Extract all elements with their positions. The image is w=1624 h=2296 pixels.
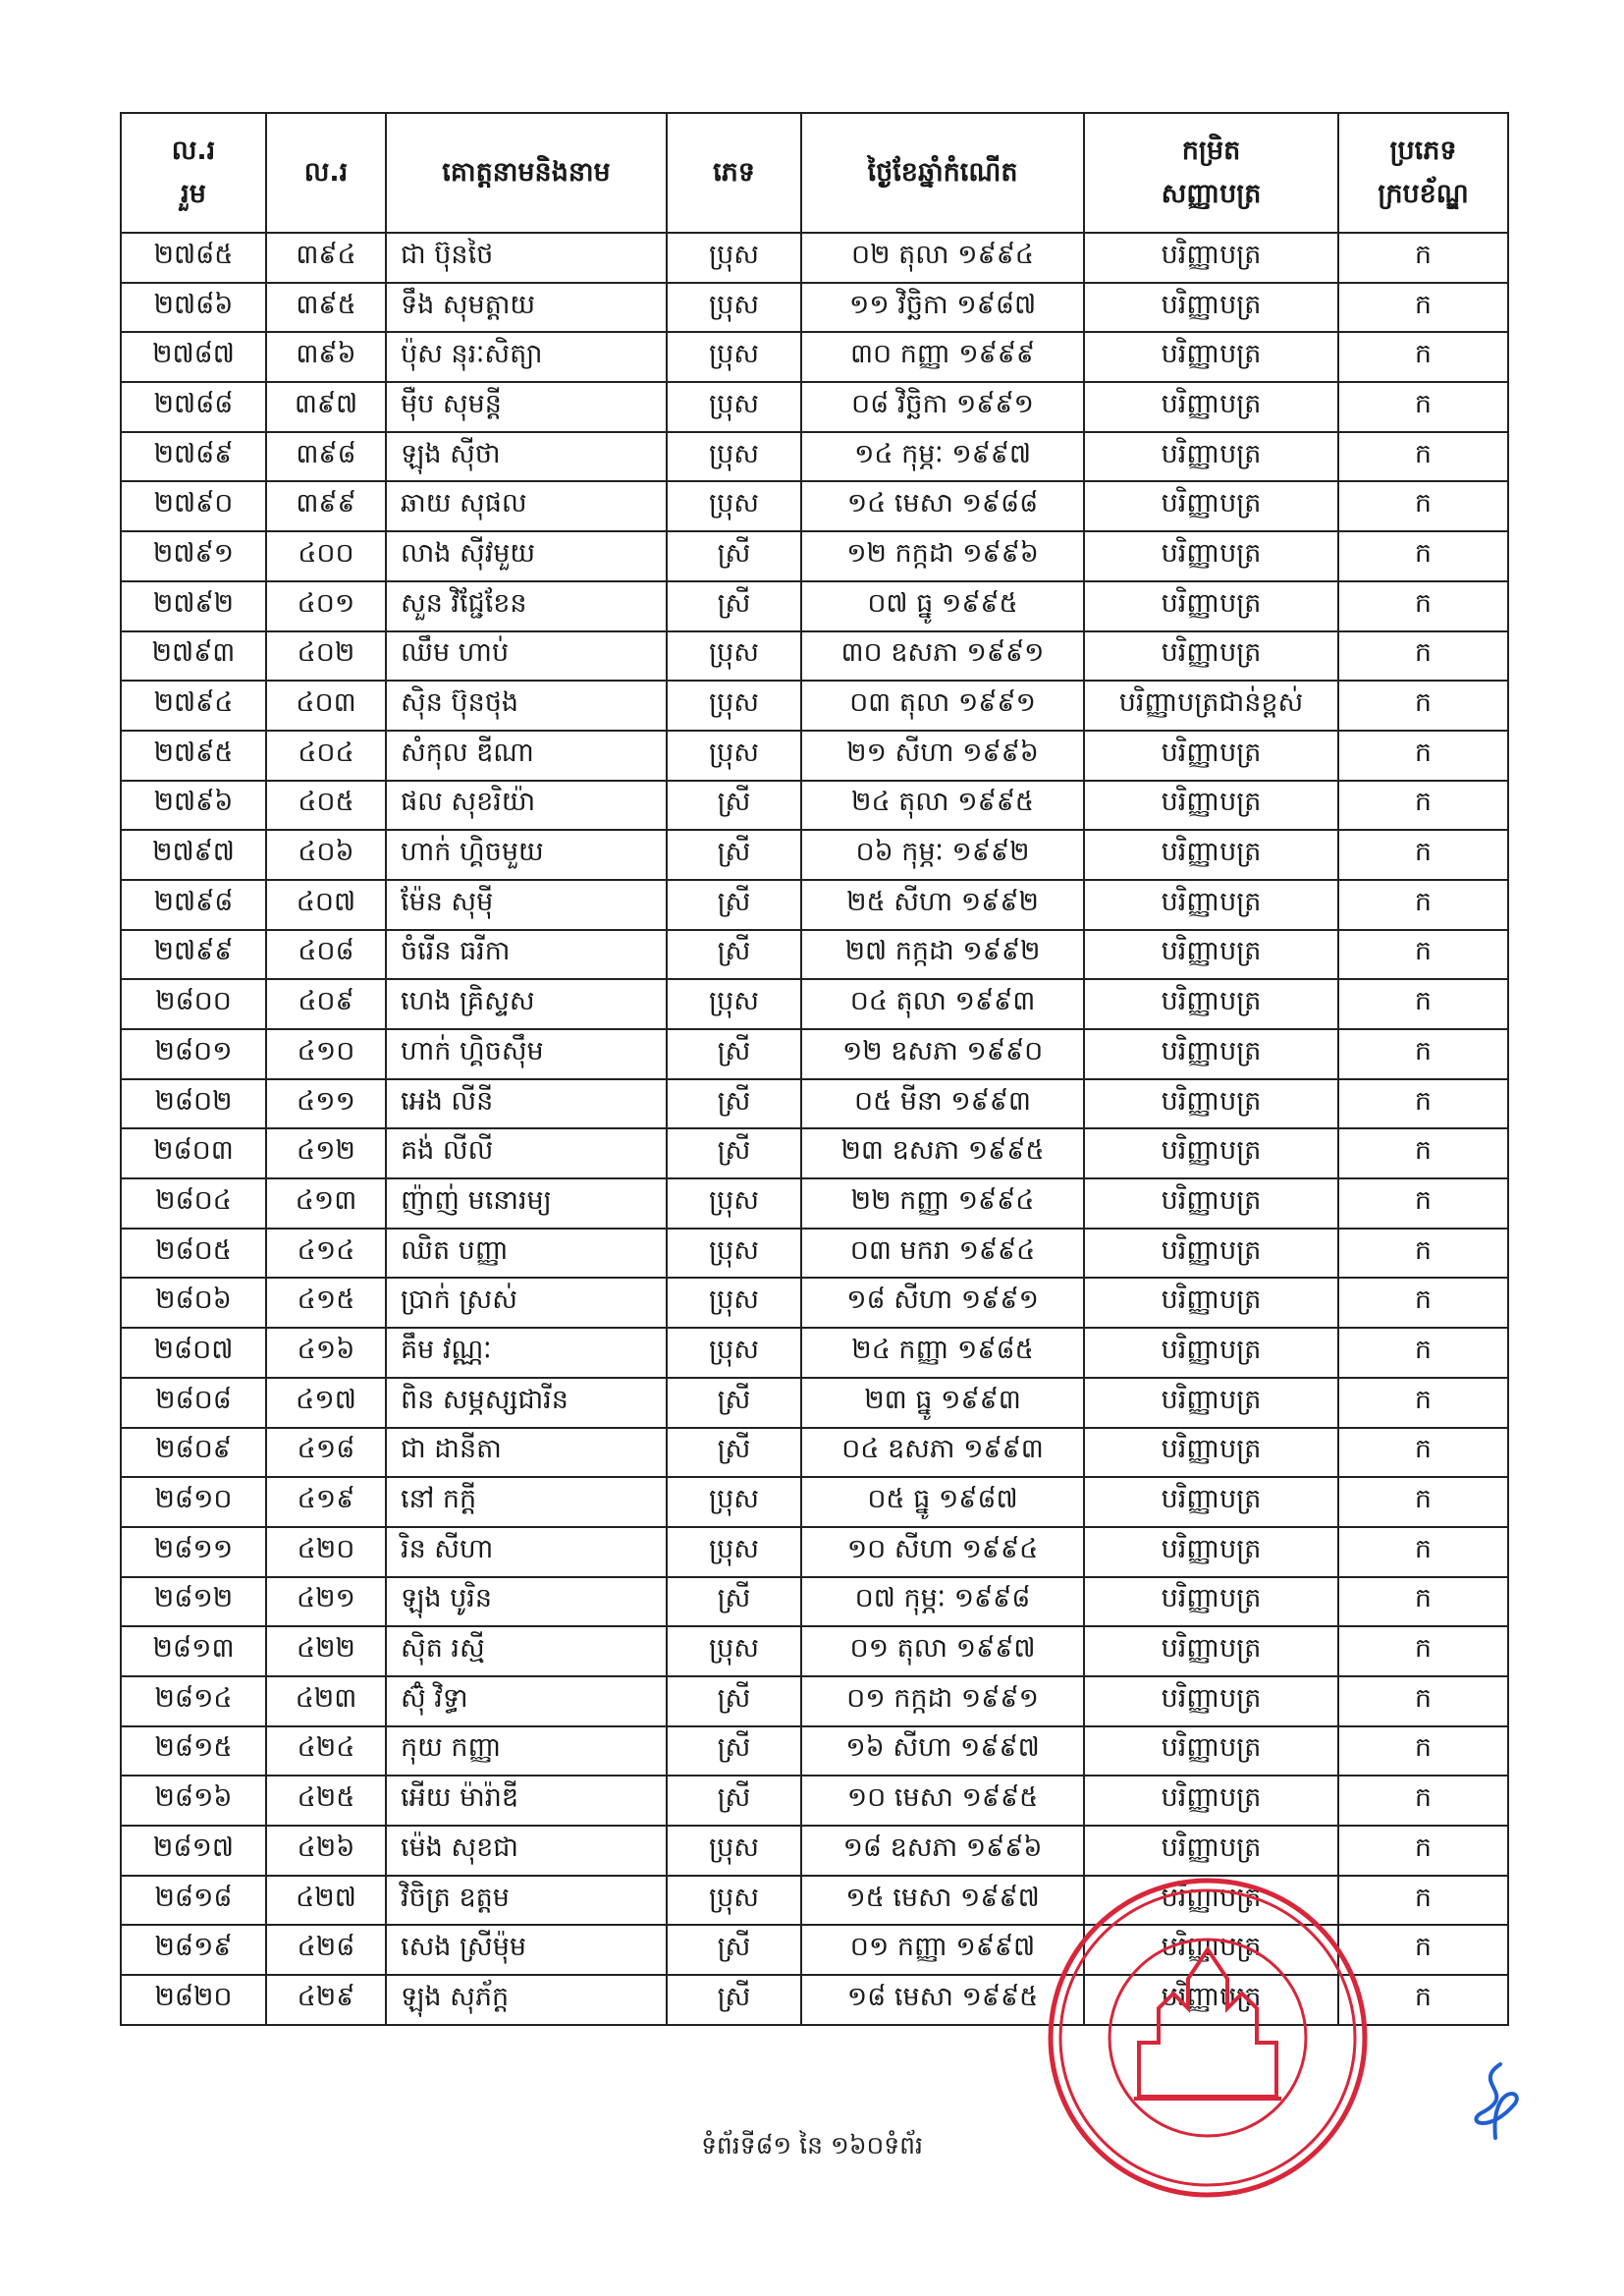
table-row [121,1527,1508,1577]
no-cell: ៤២៦ [266,1826,386,1876]
birthdate-cell: ០៥ មីនា ១៩៩៣ [801,1079,1084,1129]
no-cell: ៤០៣ [266,681,386,731]
total-no-cell: ២៨០៤ [121,1178,266,1229]
birthdate-cell: ១១ វិច្ឆិកា ១៩៨៧ [801,283,1084,333]
birthdate-cell: ០១ តុលា ១៩៩៧ [801,1626,1084,1676]
sex-cell: ស្រី [667,1975,801,2025]
table-row [121,1178,1508,1229]
category-cell: ក [1338,481,1508,531]
birthdate-cell: ១២ ឧសភា ១៩៩០ [801,1029,1084,1079]
no-cell: ៤១២ [266,1128,386,1178]
sex-cell: ស្រី [667,1776,801,1826]
category-cell: ក [1338,1229,1508,1279]
total-no-cell: ២៧៩១ [121,531,266,581]
table-row [121,481,1508,531]
category-cell: ក [1338,283,1508,333]
sex-cell: ប្រុស [667,1278,801,1328]
name-cell: អើយ ម៉ារ៉ាឌី [386,1776,667,1826]
sex-cell: ស្រី [667,581,801,631]
name-cell: សំកុល ឌីណា [386,731,667,781]
table-row [121,631,1508,682]
birthdate-cell: ២៣ ធ្នូ ១៩៩៣ [801,1378,1084,1428]
no-cell: ៤០០ [266,531,386,581]
name-cell: ឡុង ស៊ីថា [386,432,667,482]
table-row [121,1626,1508,1676]
name-cell: សួន វិជ្ជែខែន [386,581,667,631]
degree-cell: បរិញ្ញាបត្រ [1084,233,1338,283]
sex-cell: ប្រុស [667,432,801,482]
sex-cell: ស្រី [667,930,801,980]
degree-cell: បរិញ្ញាបត្រជាន់ខ្ពស់ [1084,681,1338,731]
name-cell: ប៉ុស នុរៈសិត្យា [386,332,667,382]
enrollment-table [120,112,1509,2026]
total-no-cell: ២៨០១ [121,1029,266,1079]
header-birthdate: ថ្ងៃខែឆ្នាំកំណើត [801,113,1084,233]
total-no-cell: ២៧៨៨ [121,382,266,432]
no-cell: ៤២០ [266,1527,386,1577]
sex-cell: ស្រី [667,1128,801,1178]
category-cell: ក [1338,1328,1508,1378]
name-cell: ម៉ឺប សុមន្តី [386,382,667,432]
sex-cell: ប្រុស [667,1876,801,1926]
degree-cell: បរិញ្ញាបត្រ [1084,1876,1338,1926]
name-cell: គង់ លីលី [386,1128,667,1178]
degree-cell: បរិញ្ញាបត្រ [1084,1527,1338,1577]
no-cell: ៤០៨ [266,930,386,980]
degree-cell: បរិញ្ញាបត្រ [1084,481,1338,531]
birthdate-cell: ៣០ កញ្ញា ១៩៩៩ [801,332,1084,382]
total-no-cell: ២៧៨៦ [121,283,266,333]
table-row [121,531,1508,581]
total-no-cell: ២៨១៣ [121,1626,266,1676]
sex-cell: ប្រុស [667,1477,801,1527]
birthdate-cell: ០១ កញ្ញា ១៩៩៧ [801,1925,1084,1975]
table-row [121,681,1508,731]
sex-cell: ស្រី [667,1029,801,1079]
total-no-cell: ២៧៨៧ [121,332,266,382]
table-row [121,1477,1508,1527]
total-no-cell: ២៧៩២ [121,581,266,631]
degree-cell: បរិញ្ញាបត្រ [1084,979,1338,1029]
name-cell: ស៊ិត រស្មី [386,1626,667,1676]
degree-cell: បរិញ្ញាបត្រ [1084,930,1338,980]
total-no-cell: ២៨២០ [121,1975,266,2025]
category-cell: ក [1338,1726,1508,1777]
birthdate-cell: ១០ សីហា ១៩៩៤ [801,1527,1084,1577]
no-cell: ៣៩៧ [266,382,386,432]
name-cell: ឈិត បញ្ញា [386,1229,667,1279]
birthdate-cell: ០៥ ធ្នូ ១៩៨៧ [801,1477,1084,1527]
category-cell: ក [1338,531,1508,581]
degree-cell: បរិញ្ញាបត្រ [1084,332,1338,382]
birthdate-cell: ០១ កក្កដា ១៩៩១ [801,1676,1084,1726]
name-cell: ស៊ុំ វិទ្ធា [386,1676,667,1726]
birthdate-cell: ០៧ ធ្នូ ១៩៩៥ [801,581,1084,631]
category-cell: ក [1338,1378,1508,1428]
name-cell: ឈឹម ហាប់ [386,631,667,682]
name-cell: ឆាយ សុផល [386,481,667,531]
table-body [121,233,1508,2025]
table-row [121,1428,1508,1478]
sex-cell: ស្រី [667,830,801,880]
category-cell: ក [1338,880,1508,930]
name-cell: ប្រាក់ ស្រស់ [386,1278,667,1328]
degree-cell: បរិញ្ញាបត្រ [1084,781,1338,831]
header-category: ប្រភេទ ក្របខ័ណ្ឌ [1338,113,1508,233]
name-cell: ហេង គ្រិស្ទស [386,979,667,1029]
no-cell: ៣៩៩ [266,481,386,531]
birthdate-cell: ២២ កញ្ញា ១៩៩៤ [801,1178,1084,1229]
category-cell: ក [1338,1876,1508,1926]
table-row [121,1079,1508,1129]
sex-cell: ស្រី [667,1079,801,1129]
category-cell: ក [1338,1527,1508,1577]
category-cell: ក [1338,432,1508,482]
birthdate-cell: ០៣ តុលា ១៩៩១ [801,681,1084,731]
total-no-cell: ២៧៩៨ [121,880,266,930]
total-no-cell: ២៨១០ [121,1477,266,1527]
table-row [121,1826,1508,1876]
category-cell: ក [1338,581,1508,631]
no-cell: ៤១៧ [266,1378,386,1428]
no-cell: ៤១១ [266,1079,386,1129]
sex-cell: ស្រី [667,531,801,581]
sex-cell: ប្រុស [667,332,801,382]
degree-cell: បរិញ្ញាបត្រ [1084,1378,1338,1428]
category-cell: ក [1338,681,1508,731]
name-cell: ម៉េង សុខជា [386,1826,667,1876]
sex-cell: ប្រុស [667,1229,801,1279]
category-cell: ក [1338,1975,1508,2025]
table-row [121,233,1508,283]
no-cell: ៣៩៨ [266,432,386,482]
degree-cell: បរិញ្ញាបត្រ [1084,1128,1338,1178]
name-cell: ទឹង សុមត្ដាយ [386,283,667,333]
birthdate-cell: ១៥ មេសា ១៩៩៧ [801,1876,1084,1926]
name-cell: ចំរើន ធរីកា [386,930,667,980]
no-cell: ៤០៥ [266,781,386,831]
total-no-cell: ២៧៩០ [121,481,266,531]
table-row [121,930,1508,980]
degree-cell: បរិញ្ញាបត្រ [1084,581,1338,631]
total-no-cell: ២៧៩៧ [121,830,266,880]
table-row [121,1776,1508,1826]
name-cell: កុយ កញ្ញា [386,1726,667,1777]
name-cell: លាង ស៊ីវមួយ [386,531,667,581]
name-cell: ឡុង បូរិន [386,1577,667,1627]
total-no-cell: ២៨១១ [121,1527,266,1577]
category-cell: ក [1338,1776,1508,1826]
birthdate-cell: ០៨ វិច្ឆិកា ១៩៩១ [801,382,1084,432]
birthdate-cell: ២៣ ឧសភា ១៩៩៥ [801,1128,1084,1178]
no-cell: ៤២១ [266,1577,386,1627]
sex-cell: ប្រុស [667,1626,801,1676]
total-no-cell: ២៧៩៦ [121,781,266,831]
table-row [121,1577,1508,1627]
category-cell: ក [1338,1626,1508,1676]
table-row [121,880,1508,930]
category-cell: ក [1338,1128,1508,1178]
category-cell: ក [1338,1079,1508,1129]
total-no-cell: ២៨១៨ [121,1876,266,1926]
category-cell: ក [1338,332,1508,382]
sex-cell: ប្រុស [667,1826,801,1876]
no-cell: ៣៩៦ [266,332,386,382]
no-cell: ៤២៤ [266,1726,386,1777]
name-cell: នៅ កក្តី [386,1477,667,1527]
name-cell: រិន សីហា [386,1527,667,1577]
birthdate-cell: ២៤ តុលា ១៩៩៥ [801,781,1084,831]
birthdate-cell: ២៥ សីហា ១៩៩២ [801,880,1084,930]
total-no-cell: ២៧៩៥ [121,731,266,781]
table-row [121,830,1508,880]
table-row [121,1726,1508,1777]
total-no-cell: ២៧៩៣ [121,631,266,682]
sex-cell: ស្រី [667,1428,801,1478]
degree-cell: បរិញ្ញាបត្រ [1084,1726,1338,1777]
sex-cell: ប្រុស [667,283,801,333]
name-cell: ពិន សម្ភស្សជារីន [386,1378,667,1428]
name-cell: ស៊ិន ប៊ុនថុង [386,681,667,731]
degree-cell: បរិញ្ញាបត្រ [1084,1577,1338,1627]
birthdate-cell: ២៧ កក្កដា ១៩៩២ [801,930,1084,980]
header-total-no: ល.រ រួម [121,113,266,233]
sex-cell: ប្រុស [667,979,801,1029]
birthdate-cell: ១៦ សីហា ១៩៩៧ [801,1726,1084,1777]
total-no-cell: ២៧៩៩ [121,930,266,980]
category-cell: ក [1338,233,1508,283]
table-row [121,382,1508,432]
birthdate-cell: ១៨ មេសា ១៩៩៥ [801,1975,1084,2025]
birthdate-cell: ៣០ ឧសភា ១៩៩១ [801,631,1084,682]
birthdate-cell: ១៨ ឧសភា ១៩៩៦ [801,1826,1084,1876]
degree-cell: បរិញ្ញាបត្រ [1084,1029,1338,1079]
no-cell: ៤១៩ [266,1477,386,1527]
birthdate-cell: ២១ សីហា ១៩៩៦ [801,731,1084,781]
no-cell: ៤២២ [266,1626,386,1676]
sex-cell: ប្រុស [667,382,801,432]
sex-cell: ប្រុស [667,1328,801,1378]
no-cell: ៤១០ [266,1029,386,1079]
table-row [121,283,1508,333]
birthdate-cell: ០៧ កុម្ភៈ ១៩៩៨ [801,1577,1084,1627]
name-cell: ផល សុខរិយ៉ា [386,781,667,831]
total-no-cell: ២៨០៦ [121,1278,266,1328]
degree-cell: បរិញ្ញាបត្រ [1084,1776,1338,1826]
category-cell: ក [1338,1477,1508,1527]
name-cell: សេង ស្រីម៉ុម [386,1925,667,1975]
no-cell: ៣៩៥ [266,283,386,333]
table-row [121,1378,1508,1428]
degree-cell: បរិញ្ញាបត្រ [1084,283,1338,333]
total-no-cell: ២៨១២ [121,1577,266,1627]
degree-cell: បរិញ្ញាបត្រ [1084,1676,1338,1726]
name-cell: ម៉ែន សុម៉ី [386,880,667,930]
category-cell: ក [1338,1676,1508,1726]
category-cell: ក [1338,1577,1508,1627]
no-cell: ៤២៥ [266,1776,386,1826]
total-no-cell: ២៨០៧ [121,1328,266,1378]
degree-cell: បរិញ្ញាបត្រ [1084,631,1338,682]
category-cell: ក [1338,731,1508,781]
total-no-cell: ២៨០០ [121,979,266,1029]
category-cell: ក [1338,1029,1508,1079]
degree-cell: បរិញ្ញាបត្រ [1084,1428,1338,1478]
total-no-cell: ២៨១៩ [121,1925,266,1975]
total-no-cell: ២៨០២ [121,1079,266,1129]
no-cell: ៣៩៤ [266,233,386,283]
total-no-cell: ២៨១៧ [121,1826,266,1876]
sex-cell: ស្រី [667,1726,801,1777]
category-cell: ក [1338,930,1508,980]
category-cell: ក [1338,1826,1508,1876]
name-cell: ហាក់ ហ្គិចស៊ឹម [386,1029,667,1079]
degree-cell: បរិញ្ញាបត្រ [1084,382,1338,432]
no-cell: ៤០៦ [266,830,386,880]
no-cell: ៤១៣ [266,1178,386,1229]
page-number-label: ទំព័រទី៨១ នៃ ១៦០ទំព័រ [701,2131,923,2159]
degree-cell: បរិញ្ញាបត្រ [1084,1178,1338,1229]
name-cell: ជា ប៊ុនថៃ [386,233,667,283]
degree-cell: បរិញ្ញាបត្រ [1084,1477,1338,1527]
category-cell: ក [1338,1925,1508,1975]
sex-cell: ស្រី [667,1577,801,1627]
table-row [121,432,1508,482]
table-row [121,1029,1508,1079]
name-cell: ហាក់ ហ្គិចមួយ [386,830,667,880]
no-cell: ៤១៥ [266,1278,386,1328]
birthdate-cell: ១២ កក្កដា ១៩៩៦ [801,531,1084,581]
birthdate-cell: ២៤ កញ្ញា ១៩៨៥ [801,1328,1084,1378]
category-cell: ក [1338,382,1508,432]
birthdate-cell: ០៤ តុលា ១៩៩៣ [801,979,1084,1029]
sex-cell: ស្រី [667,781,801,831]
birthdate-cell: ១៤ មេសា ១៩៨៨ [801,481,1084,531]
name-cell: ជា ដានីតា [386,1428,667,1478]
no-cell: ៤១៤ [266,1229,386,1279]
birthdate-cell: ០៣ មករា ១៩៩៤ [801,1229,1084,1279]
total-no-cell: ២៨០៣ [121,1128,266,1178]
birthdate-cell: ១៤ កុម្ភៈ ១៩៩៧ [801,432,1084,482]
sex-cell: ស្រី [667,1676,801,1726]
category-cell: ក [1338,631,1508,682]
table-row [121,1328,1508,1378]
no-cell: ៤០៩ [266,979,386,1029]
category-cell: ក [1338,830,1508,880]
sex-cell: ប្រុស [667,681,801,731]
sex-cell: ស្រី [667,1925,801,1975]
degree-cell: បរិញ្ញាបត្រ [1084,1826,1338,1876]
table-row [121,1128,1508,1178]
birthdate-cell: ០៦ កុម្ភៈ ១៩៩២ [801,830,1084,880]
official-seal-stamp [1041,1871,1375,2205]
degree-cell: បរិញ្ញាបត្រ [1084,1229,1338,1279]
no-cell: ៤២៩ [266,1975,386,2025]
degree-cell: បរិញ្ញាបត្រ [1084,1626,1338,1676]
no-cell: ៤០៤ [266,731,386,781]
no-cell: ៤២៣ [266,1676,386,1726]
sex-cell: ស្រី [667,880,801,930]
name-cell: ញ៉ាញ់ មនោរម្យ [386,1178,667,1229]
degree-cell: បរិញ្ញាបត្រ [1084,1079,1338,1129]
category-cell: ក [1338,781,1508,831]
degree-cell: បរិញ្ញាបត្រ [1084,880,1338,930]
table-row [121,979,1508,1029]
name-cell: ឡុង សុភ័ក្ត [386,1975,667,2025]
category-cell: ក [1338,1178,1508,1229]
sex-cell: ប្រុស [667,631,801,682]
no-cell: ៤០៧ [266,880,386,930]
birthdate-cell: ១៨ សីហា ១៩៩១ [801,1278,1084,1328]
birthdate-cell: ១០ មេសា ១៩៩៥ [801,1776,1084,1826]
sex-cell: ប្រុស [667,731,801,781]
total-no-cell: ២៨០៩ [121,1428,266,1478]
table-row [121,781,1508,831]
sex-cell: ស្រី [667,1378,801,1428]
total-no-cell: ២៨១៦ [121,1776,266,1826]
category-cell: ក [1338,1428,1508,1478]
sex-cell: ប្រុស [667,233,801,283]
degree-cell: បរិញ្ញាបត្រ [1084,830,1338,880]
no-cell: ៤២៨ [266,1925,386,1975]
table-row [121,1229,1508,1279]
birthdate-cell: ០៤ ឧសភា ១៩៩៣ [801,1428,1084,1478]
table-row [121,1278,1508,1328]
degree-cell: បរិញ្ញាបត្រ [1084,1925,1338,1975]
name-cell: អេង លីនី [386,1079,667,1129]
total-no-cell: ២៧៨៩ [121,432,266,482]
birthdate-cell: ០២ តុលា ១៩៩៤ [801,233,1084,283]
signature [1461,2054,1530,2143]
header-sex: ភេទ [667,113,801,233]
total-no-cell: ២៨០៥ [121,1229,266,1279]
no-cell: ៤១៨ [266,1428,386,1478]
table-row [121,731,1508,781]
table-row [121,581,1508,631]
degree-cell: បរិញ្ញាបត្រ [1084,1328,1338,1378]
category-cell: ក [1338,979,1508,1029]
name-cell: គឹម វណ្ណៈ [386,1328,667,1378]
total-no-cell: ២៨១៥ [121,1726,266,1777]
degree-cell: បរិញ្ញាបត្រ [1084,531,1338,581]
degree-cell: បរិញ្ញាបត្រ [1084,731,1338,781]
header-fullname: គោត្តនាមនិងនាម [386,113,667,233]
total-no-cell: ២៨០៨ [121,1378,266,1428]
degree-cell: បរិញ្ញាបត្រ [1084,432,1338,482]
no-cell: ៤១៦ [266,1328,386,1378]
header-degree: កម្រិត សញ្ញាបត្រ [1084,113,1338,233]
total-no-cell: ២៧៨៥ [121,233,266,283]
total-no-cell: ២៧៩៤ [121,681,266,731]
table-row [121,1676,1508,1726]
table-row [121,332,1508,382]
degree-cell: បរិញ្ញាបត្រ [1084,1975,1338,2025]
table-header-row [121,113,1508,233]
no-cell: ៤០២ [266,631,386,682]
header-no: ល.រ [266,113,386,233]
no-cell: ៤២៧ [266,1876,386,1926]
total-no-cell: ២៨១៤ [121,1676,266,1726]
name-cell: វិចិត្រ ឧត្តម [386,1876,667,1926]
degree-cell: បរិញ្ញាបត្រ [1084,1278,1338,1328]
sex-cell: ប្រុស [667,1527,801,1577]
no-cell: ៤០១ [266,581,386,631]
category-cell: ក [1338,1278,1508,1328]
sex-cell: ប្រុស [667,1178,801,1229]
sex-cell: ប្រុស [667,481,801,531]
